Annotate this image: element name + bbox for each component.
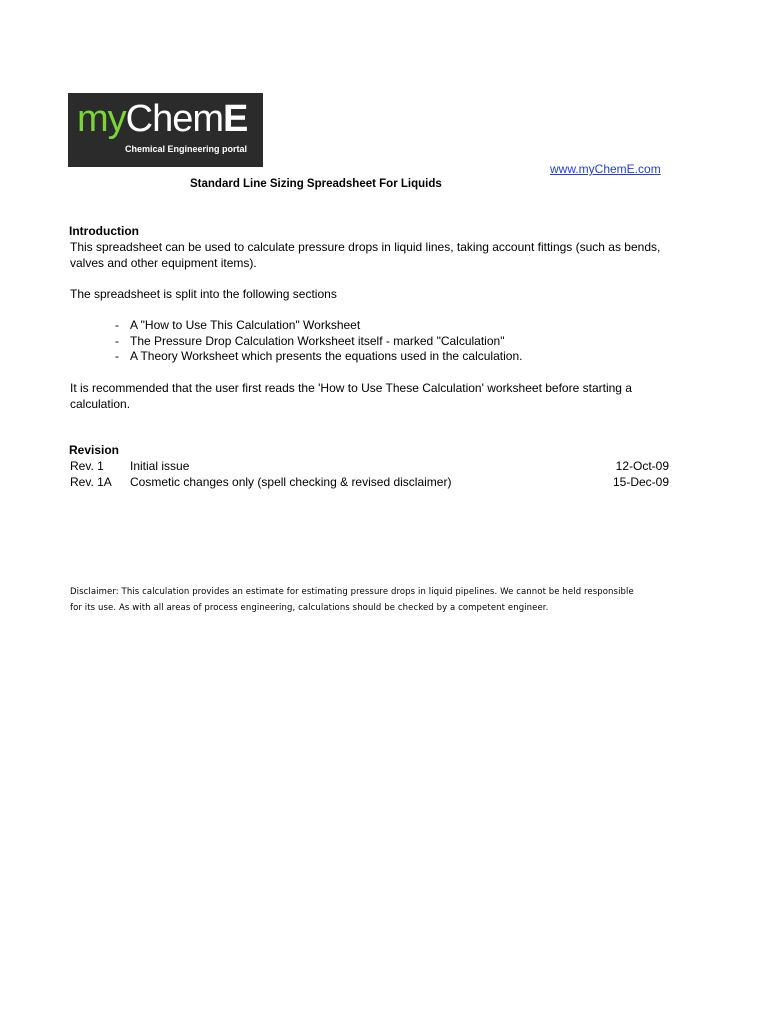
revision-description: Cosmetic changes only (spell checking & revised disclaimer) <box>130 475 452 489</box>
sections-list <box>115 318 522 365</box>
revision-description: Initial issue <box>130 459 190 473</box>
disclaimer-line: for its use. As with all areas of process engineering, calculations should be checked by a competent engineer. <box>70 602 549 613</box>
recommendation-paragraph: It is recommended that the user first reads the 'How to Use These Calculation' worksheet before starting a calculation. <box>70 381 632 411</box>
revision-code: Rev. 1 <box>70 459 104 473</box>
document-title: Standard Line Sizing Spreadsheet For Liquids <box>190 178 442 190</box>
introduction-heading: Introduction <box>69 224 139 238</box>
introduction-paragraph: This spreadsheet can be used to calculate pressure drops in liquid lines, taking account fittings (such as bends, valves and other equipment items). <box>70 240 661 270</box>
revision-code: Rev. 1A <box>70 475 112 489</box>
revision-row <box>70 474 670 490</box>
logo-tagline: Chemical Engineering portal <box>125 144 248 154</box>
disclaimer <box>70 585 670 616</box>
disclaimer-line: Disclaimer: This calculation provides an estimate for estimating pressure drops in liquid pipelines. We cannot be held responsible <box>70 587 634 597</box>
sections-intro-paragraph: The spreadsheet is split into the following sections <box>70 287 337 301</box>
list-item: - A Theory Worksheet which presents the equations used in the calculation. <box>115 349 523 363</box>
logo-wordmark: myChemE <box>77 98 248 140</box>
website-link[interactable]: www.myChemE.com <box>550 162 661 176</box>
revision-row <box>70 458 670 474</box>
revision-date: 15-Dec-09 <box>612 475 669 489</box>
list-item: - The Pressure Drop Calculation Worksheet itself - marked "Calculation" <box>115 333 505 348</box>
mycheme-logo <box>68 93 263 167</box>
list-item: - A "How to Use This Calculation" Worksheet <box>115 318 361 332</box>
revision-date: 12-Oct-09 <box>615 459 669 473</box>
revision-heading: Revision <box>69 443 120 457</box>
